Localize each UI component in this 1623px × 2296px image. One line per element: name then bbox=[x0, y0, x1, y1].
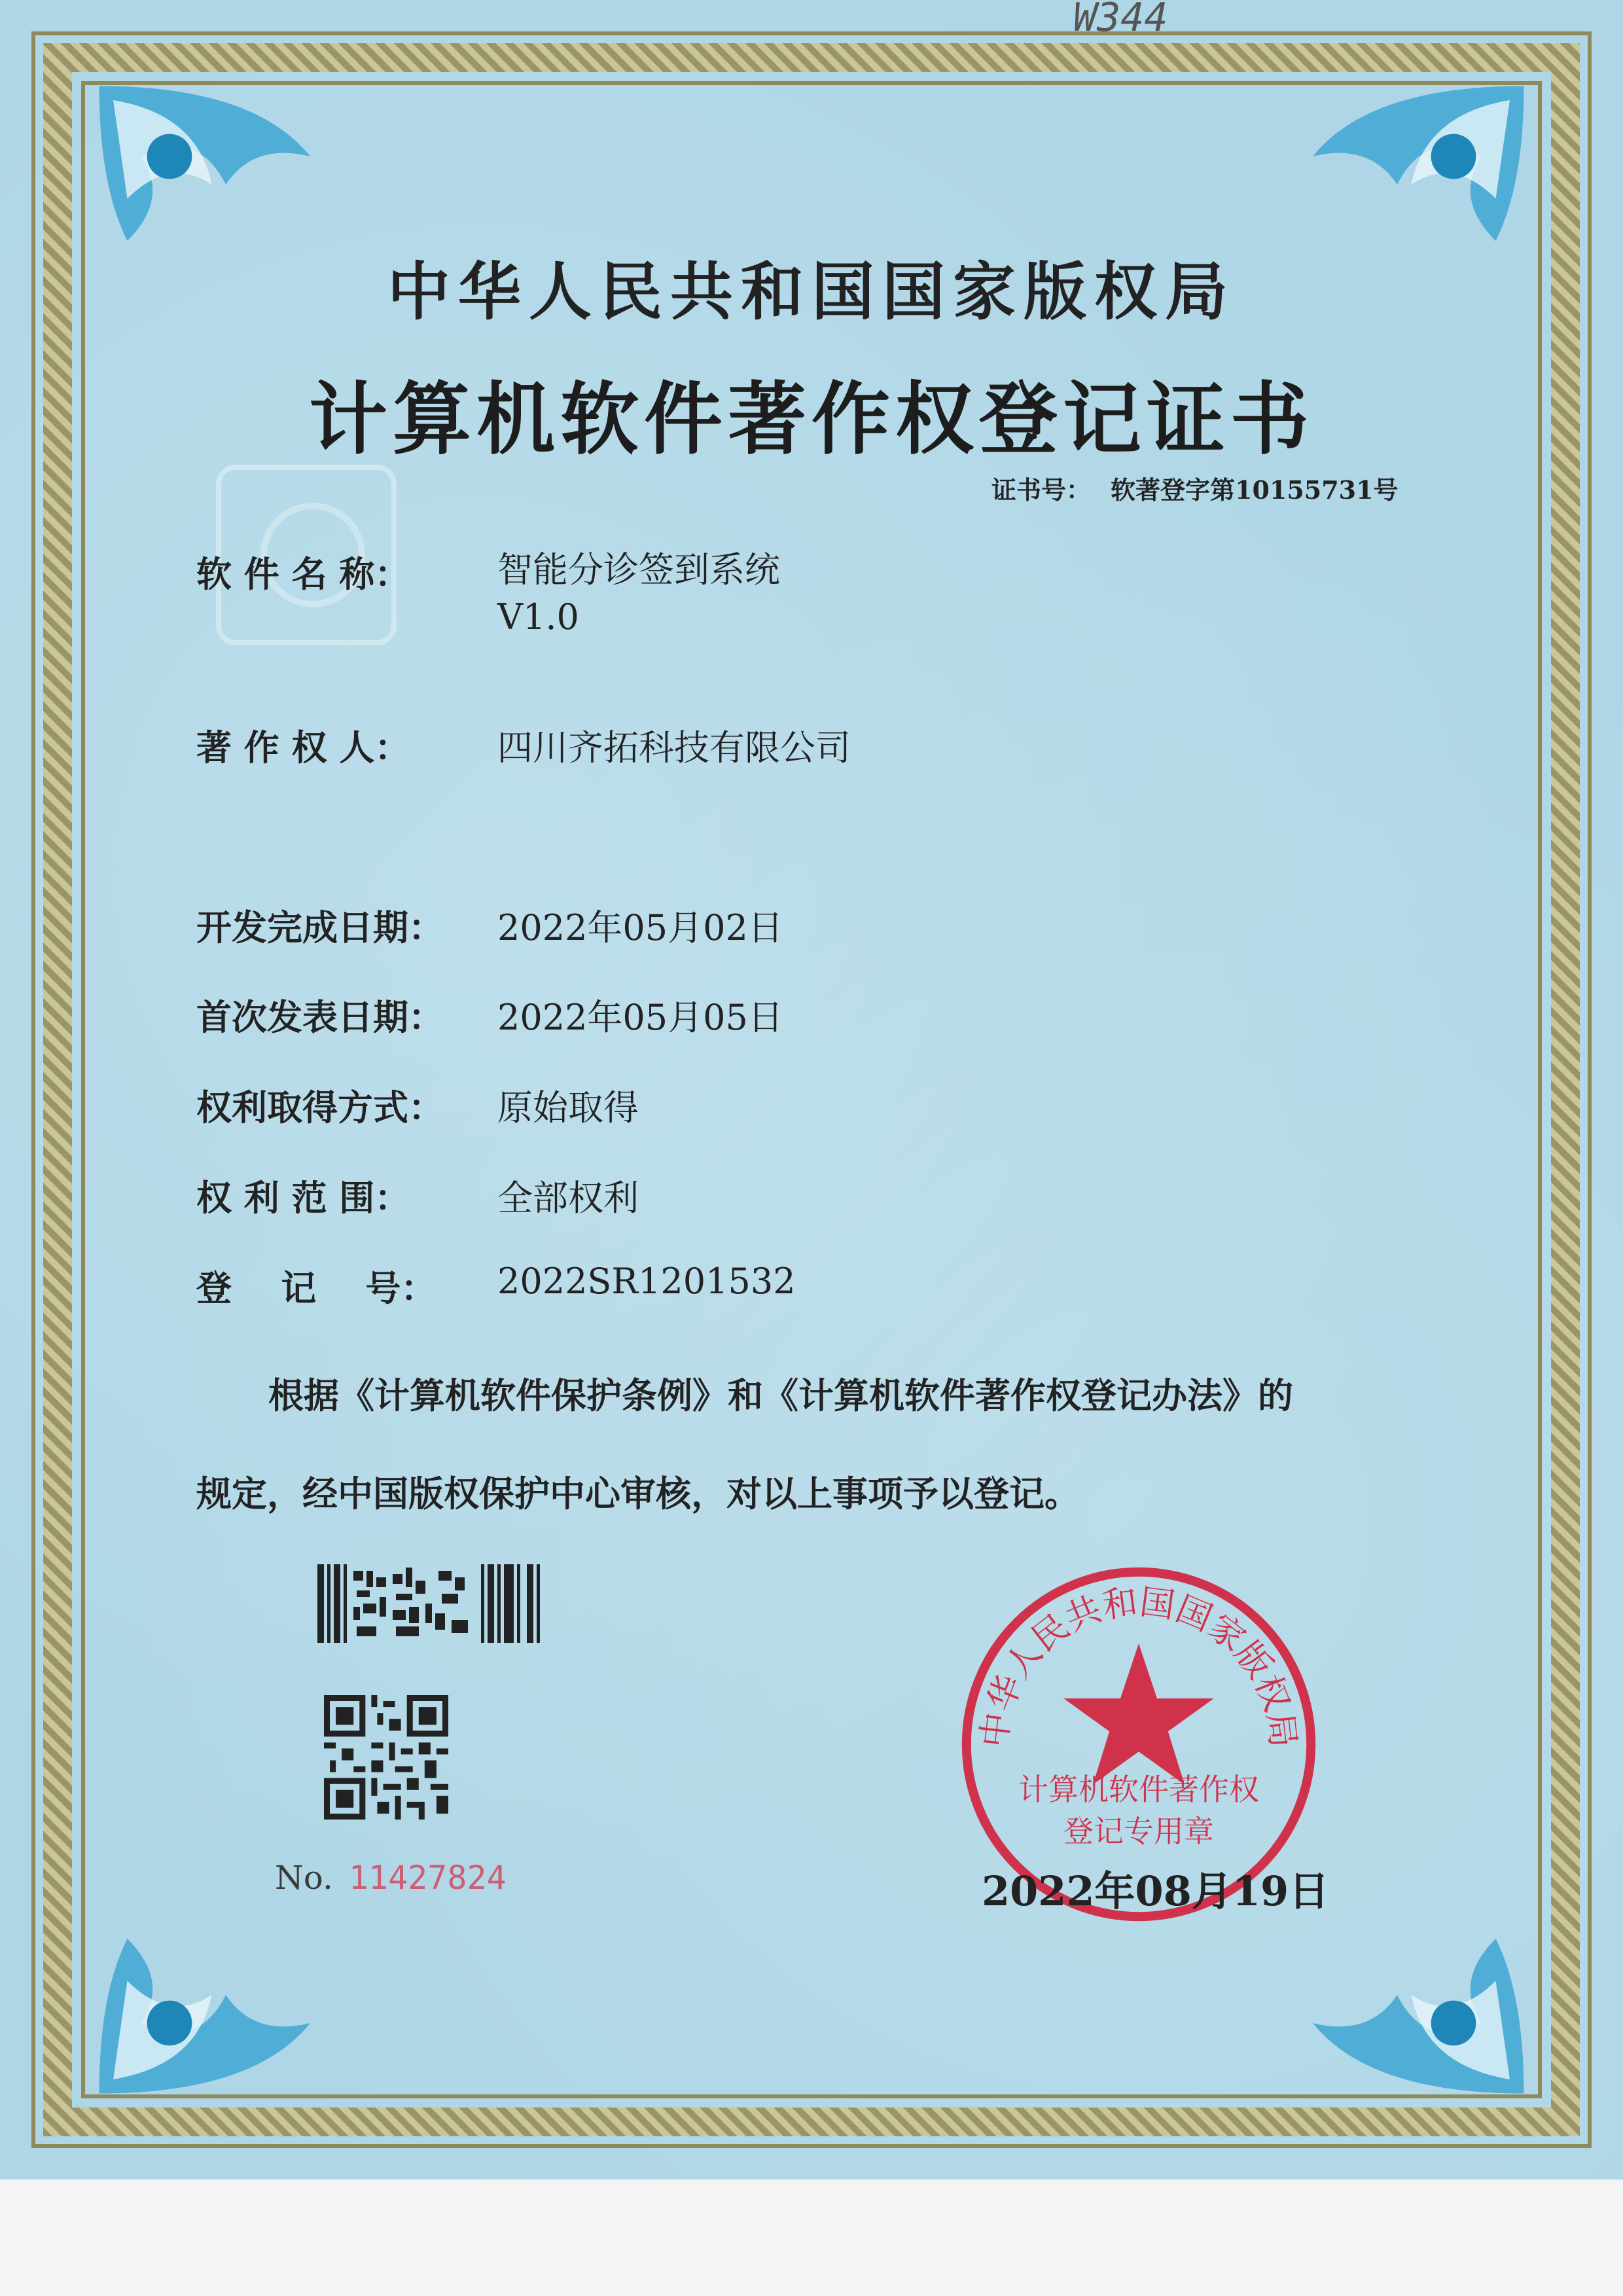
certificate-number bbox=[991, 470, 1399, 506]
serial-prefix: No. bbox=[275, 1859, 333, 1897]
qr-code-icon bbox=[324, 1695, 448, 1820]
handwritten-note: W344 bbox=[1073, 0, 1168, 41]
authority-title: 中华人民共和国国家版权局 bbox=[387, 255, 1236, 329]
certificate-number-value: 软著登字第10155731号 bbox=[1111, 475, 1399, 505]
field-value: 2022年05月02日 bbox=[497, 907, 783, 948]
seal-star-icon bbox=[1063, 1643, 1214, 1785]
field-value: 智能分诊签到系统 V1.0 bbox=[497, 549, 780, 637]
field-label: 权 利 范 围： bbox=[196, 1177, 410, 1219]
issue-date: 2022年08月19日 bbox=[982, 1867, 1330, 1915]
field-value: 四川齐拓科技有限公司 bbox=[497, 727, 851, 768]
field-label: 首次发表日期： bbox=[196, 996, 444, 1038]
field-label: 登 记 号： bbox=[196, 1267, 437, 1309]
field-value: 2022年05月05日 bbox=[497, 997, 783, 1038]
field-label: 权利取得方式： bbox=[196, 1086, 444, 1128]
seal-line-2: 登记专用章 bbox=[1063, 1814, 1214, 1849]
field-rights-scope bbox=[196, 1170, 639, 1221]
field-acquisition-method bbox=[196, 1080, 639, 1130]
field-value: 原始取得 bbox=[497, 1087, 639, 1128]
field-completion-date bbox=[196, 900, 783, 950]
certificate-number-label: 证书号： bbox=[991, 475, 1092, 505]
field-label: 著 作 权 人： bbox=[196, 726, 410, 768]
field-label: 开发完成日期： bbox=[196, 906, 444, 948]
field-copyright-owner bbox=[196, 720, 851, 770]
serial-value: 11427824 bbox=[348, 1859, 507, 1897]
field-publication-date bbox=[196, 990, 783, 1040]
seal-ring-text: 中华人民共和国国家版权局 bbox=[974, 1581, 1304, 1750]
field-registration-number bbox=[196, 1261, 796, 1311]
field-label: 软 件 名 称： bbox=[196, 553, 410, 595]
seal-line-1: 计算机软件著作权 bbox=[1018, 1772, 1259, 1807]
declaration-line-2: 规定，经中国版权保护中心审核，对以上事项予以登记。 bbox=[196, 1473, 1080, 1515]
field-value: 全部权利 bbox=[497, 1177, 639, 1219]
barcode-icon bbox=[317, 1564, 546, 1643]
field-value: 2022SR1201532 bbox=[497, 1261, 796, 1302]
field-software-name bbox=[196, 547, 780, 641]
declaration-line-1: 根据《计算机软件保护条例》和《计算机软件著作权登记办法》的 bbox=[268, 1374, 1293, 1416]
certificate-title: 计算机软件著作权登记证书 bbox=[309, 373, 1314, 465]
serial-number bbox=[275, 1859, 507, 1897]
